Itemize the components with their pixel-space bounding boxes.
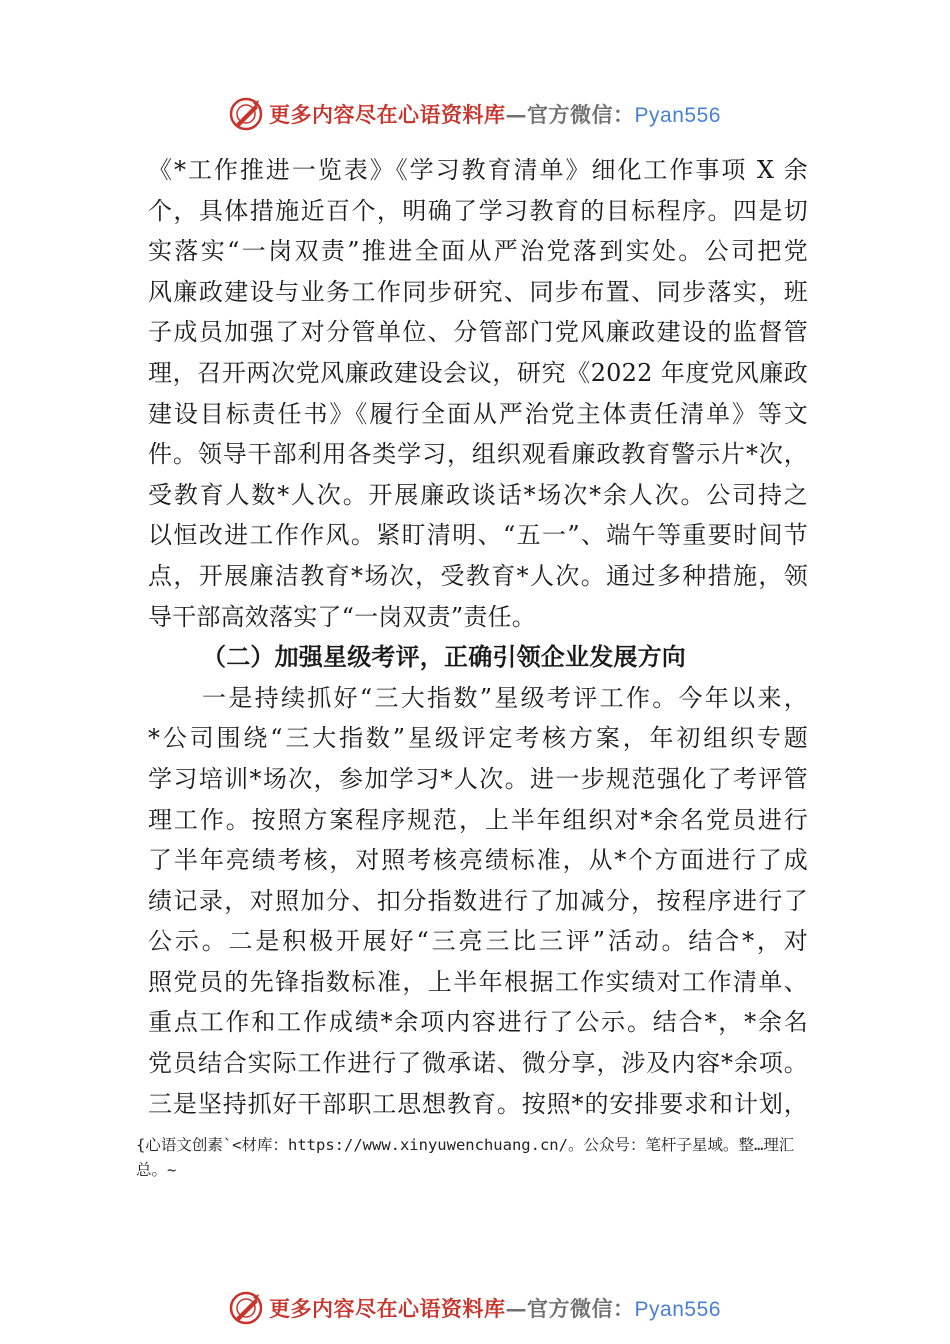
banner-text: 更多内容尽在心语资料库—官方微信：Pyan556 (269, 102, 721, 127)
document-body (148, 150, 808, 1124)
body-line: 学习培训*场次，参加学习*人次。进一步规范强化了考评管 (148, 764, 808, 793)
body-line: 子成员加强了对分管单位、分管部门党风廉政建设的监督管 (148, 318, 808, 347)
body-line: 三是坚持抓好干部职工思想教育。按照*的安排要求和计划， (148, 1089, 808, 1118)
body-line: 建设目标责任书》《履行全面从严治党主体责任清单》等文 (148, 399, 808, 428)
body-line: 党员结合实际工作进行了微承诺、微分享，涉及内容*余项。 (148, 1049, 808, 1078)
body-line: 了半年亮绩考核，对照考核亮绩标准，从*个方面进行了成 (148, 846, 808, 875)
source-note (136, 1133, 836, 1183)
body-line: 理工作。按照方案程序规范，上半年组织对*余名党员进行 (148, 805, 808, 834)
body-line: 绩记录，对照加分、扣分指数进行了加减分，按程序进行了 (148, 886, 808, 915)
section-heading: （二）加强星级考评，正确引领企业发展方向 (202, 642, 686, 672)
body-line: 个，具体措施近百个，明确了学习教育的目标程序。四是切 (148, 196, 808, 225)
body-line: *公司围绕“三大指数”星级评定考核方案，年初组织专题 (148, 724, 808, 753)
banner-text: 更多内容尽在心语资料库—官方微信：Pyan556 (269, 1296, 721, 1321)
body-line: 点，开展廉洁教育*场次，受教育*人次。通过多种措施，领 (148, 561, 808, 590)
source-note-line: 总。~ (136, 1161, 177, 1179)
header-banner (0, 92, 950, 136)
body-line: 导干部高效落实了“一岗双责”责任。 (148, 602, 536, 631)
body-line: 公示。二是积极开展好“三亮三比三评”活动。结合*，对 (148, 927, 808, 956)
body-line: 照党员的先锋指数标准，上半年根据工作实绩对工作清单、 (148, 967, 808, 996)
body-line: 重点工作和工作成绩*余项内容进行了公示。结合*，*余名 (148, 1008, 808, 1037)
body-line: 实落实“一岗双责”推进全面从严治党落到实处。公司把党 (148, 237, 808, 266)
body-line: 受教育人数*人次。开展廉政谈话*场次*余人次。公司持之 (148, 480, 808, 509)
body-line: 以恒改进工作作风。紧盯清明、“五一”、端午等重要时间节 (148, 521, 808, 550)
body-line: 风廉政建设与业务工作同步研究、同步布置、同步落实，班 (148, 277, 808, 306)
body-line: 一是持续抓好“三大指数”星级考评工作。今年以来， (202, 683, 808, 712)
brand-logo-icon (229, 97, 263, 131)
footer-banner (0, 1286, 950, 1330)
body-line: 《*工作推进一览表》《学习教育清单》细化工作事项 X 余 (148, 156, 808, 184)
brand-logo-icon (229, 1291, 263, 1325)
body-line: 件。领导干部利用各类学习，组织观看廉政教育警示片*次， (148, 440, 808, 469)
source-note-line: {心语文创素`<材库：https://www.xinyuwenchuang.cn/。公众号：笔杆子星域。整…理汇 (136, 1136, 795, 1154)
body-line: 理，召开两次党风廉政建设会议，研究《2022 年度党风廉政 (148, 358, 808, 387)
